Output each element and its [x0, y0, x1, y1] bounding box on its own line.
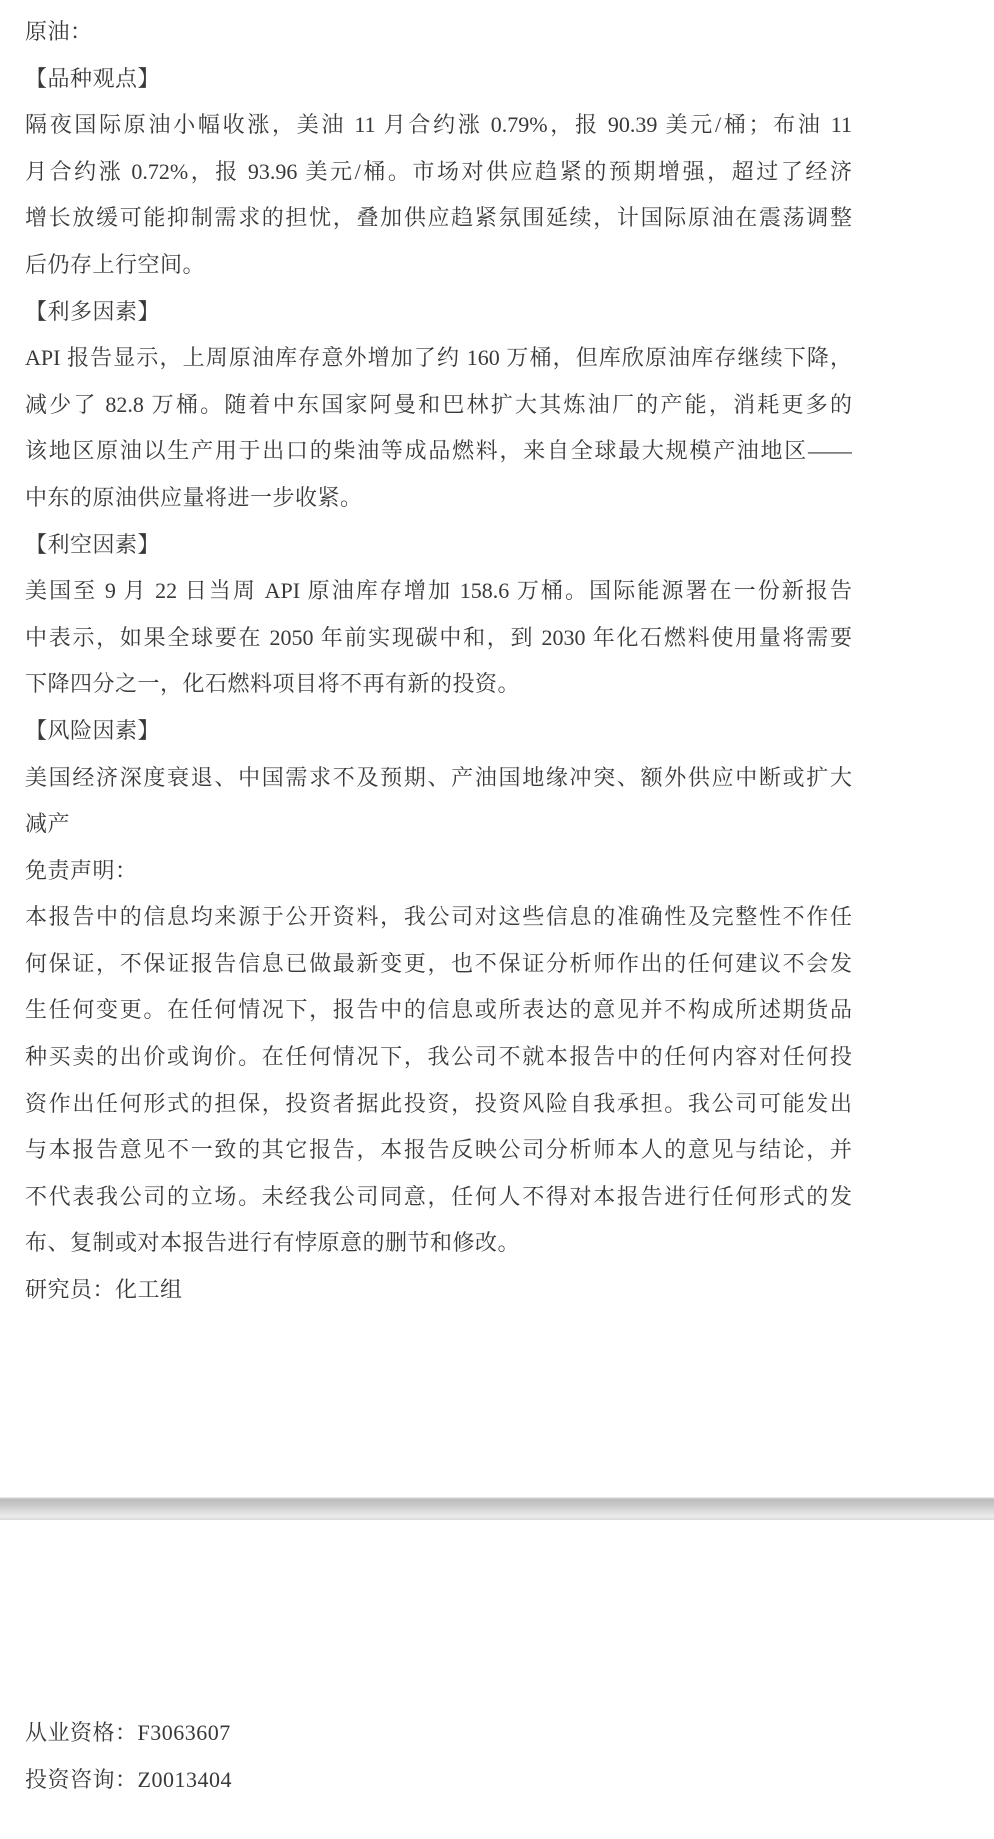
text-line: 该地区原油以生产用于出口的柴油等成品燃料，来自全球最大规模产油地区——: [25, 438, 852, 464]
section-heading: 【品种观点】: [25, 65, 161, 91]
text-line: 布、复制或对本报告进行有悖原意的删节和修改。: [25, 1230, 521, 1256]
section-divider: [0, 1497, 994, 1520]
report-title: 原油：: [25, 19, 93, 44]
researcher-line: 研究员：化工组: [25, 1277, 183, 1303]
text-line: 减少了 82.8 万桶。随着中东国家阿曼和巴林扩大其炼油厂的产能，消耗更多的: [25, 391, 852, 417]
credential-line: 从业资格：F3063607: [25, 1720, 231, 1745]
section-heading: 【利多因素】: [25, 298, 161, 324]
text-line: 种买卖的出价或询价。在任何情况下，我公司不就本报告中的任何内容对任何投: [25, 1044, 852, 1070]
text-line: 美国经济深度衰退、中国需求不及预期、产油国地缘冲突、额外供应中断或扩大: [25, 764, 852, 790]
credentials: [25, 1710, 852, 1803]
text-line: 美国至 9 月 22 日当周 API 原油库存增加 158.6 万桶。国际能源署在一份新报告: [25, 578, 852, 604]
text-line: 资作出任何形式的担保，投资者据此投资，投资风险自我承担。我公司可能发出: [25, 1090, 852, 1116]
text-line: 隔夜国际原油小幅收涨，美油 11 月合约涨 0.79%，报 90.39 美元/桶；布油 11: [25, 112, 852, 138]
text-line: 生任何变更。在任何情况下，报告中的信息或所表达的意见并不构成所述期货品: [25, 997, 852, 1023]
text-line: 减产: [25, 811, 71, 837]
text-line: 不代表我公司的立场。未经我公司同意，任何人不得对本报告进行任何形式的发: [25, 1183, 852, 1209]
text-line: 中表示，如果全球要在 2050 年前实现碳中和，到 2030 年化石燃料使用量将需要: [25, 624, 852, 650]
text-line: 下降四分之一，化石燃料项目将不再有新的投资。: [25, 671, 521, 697]
text-line: 月合约涨 0.72%，报 93.96 美元/桶。市场对供应趋紧的预期增强，超过了经济: [25, 158, 852, 184]
text-line: 何保证，不保证报告信息已做最新变更，也不保证分析师作出的任何建议不会发: [25, 950, 852, 976]
section-heading: 【利空因素】: [25, 531, 161, 557]
text-line: 后仍存上行空间。: [25, 251, 206, 277]
text-line: 与本报告意见不一致的其它报告，本报告反映公司分析师本人的意见与结论，并: [25, 1137, 852, 1163]
text-line: API 报告显示，上周原油库存意外增加了约 160 万桶，但库欣原油库存继续下降，: [25, 345, 852, 371]
section-heading: 【风险因素】: [25, 717, 161, 743]
text-line: 增长放缓可能抑制需求的担忧，叠加供应趋紧氛围延续，计国际原油在震荡调整: [25, 205, 852, 231]
text-line: 本报告中的信息均来源于公开资料，我公司对这些信息的准确性及完整性不作任: [25, 904, 852, 930]
report-document: [25, 9, 852, 1314]
disclaimer-label: 免责声明：: [25, 857, 138, 883]
text-line: 中东的原油供应量将进一步收紧。: [25, 484, 363, 510]
report-body: [25, 9, 852, 1314]
credential-line: 投资咨询：Z0013404: [25, 1766, 232, 1792]
